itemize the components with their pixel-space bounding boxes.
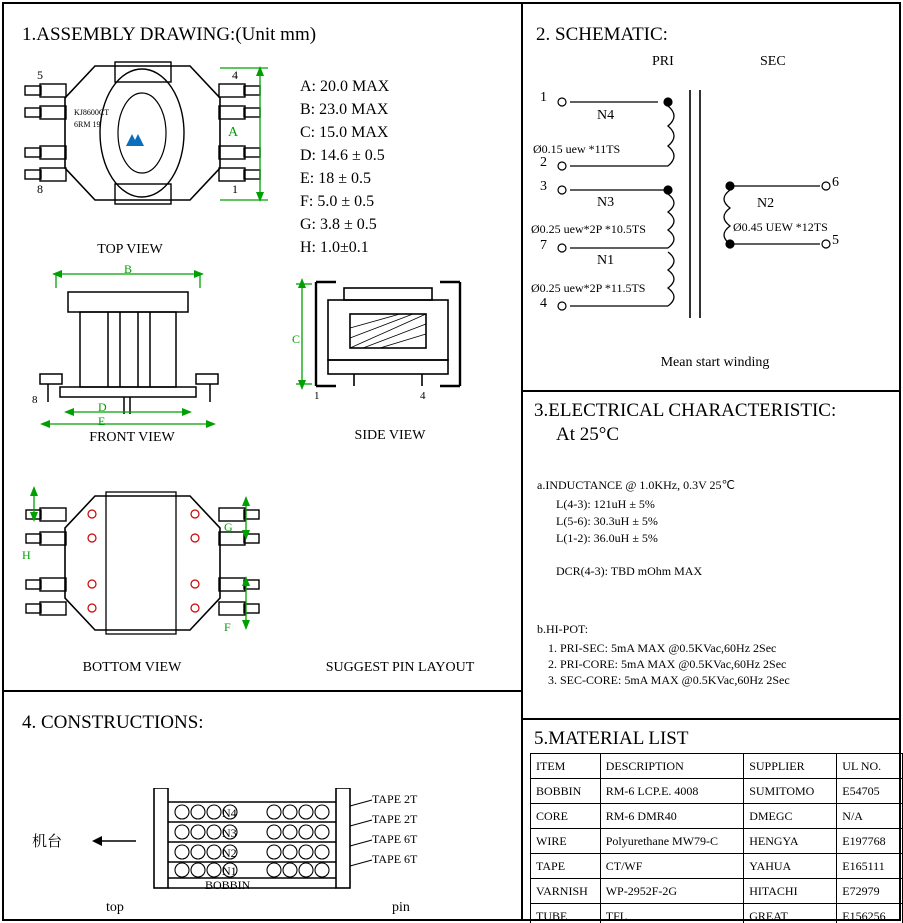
layer-n2-label: N2: [222, 846, 237, 860]
schematic-pin-7: 7: [540, 238, 547, 253]
header-description: DESCRIPTION: [600, 754, 743, 779]
tape-label-4: TAPE 6T: [372, 852, 418, 866]
cell-ulno: E156256: [837, 904, 903, 923]
cell-description: RM-6 DMR40: [600, 804, 743, 829]
schematic-title: 2. SCHEMATIC:: [536, 24, 668, 45]
cell-ulno: E54705: [837, 779, 903, 804]
winding-n1-name: N1: [597, 253, 615, 268]
hipot-pri-sec: 1. PRI-SEC: 5mA MAX @0.5KVac,60Hz 2Sec: [548, 641, 777, 655]
top-pin-1: 1: [232, 182, 238, 196]
cell-description: RM-6 LCP.E. 4008: [600, 779, 743, 804]
inductance-list: [556, 496, 658, 547]
sec-label: SEC: [760, 54, 786, 69]
dim-f-label: F: [224, 620, 231, 634]
cell-item: TAPE: [531, 854, 601, 879]
pin-label: pin: [392, 900, 410, 915]
table-row: [531, 879, 903, 904]
dim-e-label: E: [98, 414, 106, 428]
schematic-pin-6: 6: [832, 175, 839, 190]
dim-b-label: B: [124, 262, 133, 276]
hipot-sec-core: 3. SEC-CORE: 5mA MAX @0.5KVac,60Hz 2Sec: [548, 673, 790, 687]
cell-supplier: DMEGC: [744, 804, 837, 829]
side-pin-4: 4: [420, 390, 426, 402]
electrical-title: 3.ELECTRICAL CHARACTERISTIC:: [534, 400, 837, 421]
inductance-56: L(5-6): 30.3uH ± 5%: [556, 514, 658, 528]
electrical-subtitle: At 25°C: [556, 424, 620, 445]
tape-label-1: TAPE 2T: [372, 792, 418, 806]
cell-description: WP-2952F-2G: [600, 879, 743, 904]
schematic-pin-3: 3: [540, 179, 547, 194]
top-pin-5: 5: [37, 68, 43, 82]
cell-ulno: N/A: [837, 804, 903, 829]
part-marking-line1: KJ8600CT: [74, 108, 110, 117]
cell-item: BOBBIN: [531, 779, 601, 804]
dim-g-label: G: [224, 520, 233, 534]
hipot-list: [548, 640, 790, 688]
cell-description: TFL: [600, 904, 743, 923]
side-pin-1: 1: [314, 390, 320, 402]
cell-ulno: E72979: [837, 879, 903, 904]
side-view-drawing: [288, 258, 488, 428]
top-view-drawing: [20, 48, 280, 238]
construction-bobbin-drawing: [140, 788, 380, 900]
table-row: [531, 779, 903, 804]
bottom-view-dimensions-g-f: [230, 490, 262, 650]
dimension-b: B: 23.0 MAX: [300, 101, 389, 118]
cell-supplier: YAHUA: [744, 854, 837, 879]
schematic-drawing: [530, 80, 896, 340]
vertical-divider: [521, 2, 523, 921]
winding-n4-name: N4: [597, 108, 615, 123]
table-row: [531, 854, 903, 879]
brand-logo-icon: [124, 130, 146, 150]
winding-n1-spec: Ø0.25 uew*2P *11.5TS: [531, 281, 646, 295]
cell-ulno: E197768: [837, 829, 903, 854]
cell-item: WIRE: [531, 829, 601, 854]
dimension-h: H: 1.0±0.1: [300, 239, 369, 256]
pri-label: PRI: [652, 54, 674, 69]
dimension-list: [300, 75, 389, 259]
top-pin-8: 8: [37, 182, 43, 196]
dimension-d: D: 14.6 ± 0.5: [300, 147, 385, 164]
material-table: [530, 753, 903, 923]
assembly-title: 1.ASSEMBLY DRAWING:(Unit mm): [22, 24, 317, 45]
left-horizontal-divider: [2, 690, 523, 692]
cell-description: CT/WF: [600, 854, 743, 879]
table-row: [531, 804, 903, 829]
dimension-c: C: 15.0 MAX: [300, 124, 389, 141]
dim-c-label: C: [292, 332, 301, 346]
layer-n3-label: N3: [222, 826, 237, 840]
table-row: [531, 904, 903, 923]
dimension-e: E: 18 ± 0.5: [300, 170, 371, 187]
cell-supplier: HITACHI: [744, 879, 837, 904]
right-divider-2: [521, 718, 901, 720]
constructions-title: 4. CONSTRUCTIONS:: [22, 712, 204, 733]
top-pin-4: 4: [232, 68, 238, 82]
tape-label-3: TAPE 6T: [372, 832, 418, 846]
right-divider-1: [521, 390, 901, 392]
dim-a-label: A: [228, 125, 239, 140]
layer-n1-label: N1: [222, 864, 237, 878]
cell-item: CORE: [531, 804, 601, 829]
front-view-label: FRONT VIEW: [89, 430, 175, 445]
winding-n3-spec: Ø0.25 uew*2P *10.5TS: [531, 222, 646, 236]
hipot-pri-core: 2. PRI-CORE: 5mA MAX @0.5KVac,60Hz 2Sec: [548, 657, 787, 671]
pin-layout-label: SUGGEST PIN LAYOUT: [325, 660, 475, 675]
cell-description: Polyurethane MW79-C: [600, 829, 743, 854]
front-pin-8: 8: [32, 394, 38, 406]
bottom-view-label: BOTTOM VIEW: [82, 660, 182, 675]
layer-n4-label: N4: [222, 806, 237, 820]
inductance-header: a.INDUCTANCE @ 1.0KHz, 0.3V 25℃: [537, 478, 735, 492]
tape-label-2: TAPE 2T: [372, 812, 418, 826]
schematic-pin-1: 1: [540, 90, 547, 105]
winding-n4-spec: Ø0.15 uew *11TS: [533, 142, 621, 156]
top-label: top: [106, 900, 124, 915]
winding-n2-spec: Ø0.45 UEW *12TS: [733, 220, 828, 234]
bobbin-label: BOBBIN: [205, 878, 251, 892]
front-view-drawing: [20, 262, 260, 432]
cell-item: TUBE: [531, 904, 601, 923]
dimension-a: A: 20.0 MAX: [300, 78, 390, 95]
schematic-pin-5: 5: [832, 233, 839, 248]
part-marking-line2: 6RM 19: [74, 120, 101, 129]
hipot-header: b.HI-POT:: [537, 622, 589, 636]
cell-supplier: SUMITOMO: [744, 779, 837, 804]
schematic-note: Mean start winding: [660, 355, 770, 370]
dimension-f: F: 5.0 ± 0.5: [300, 193, 375, 210]
dim-d-label: D: [98, 400, 107, 414]
table-header-row: [531, 754, 903, 779]
winding-n2-name: N2: [757, 196, 775, 211]
top-view-label: TOP VIEW: [97, 242, 163, 257]
inductance-12: L(1-2): 36.0uH ± 5%: [556, 531, 658, 545]
arrow-left-icon: [90, 832, 138, 850]
cell-supplier: GREAT: [744, 904, 837, 923]
header-supplier: SUPPLIER: [744, 754, 837, 779]
header-ulno: UL NO.: [837, 754, 903, 779]
cell-supplier: HENGYA: [744, 829, 837, 854]
cell-item: VARNISH: [531, 879, 601, 904]
schematic-pin-4: 4: [540, 296, 547, 311]
header-item: ITEM: [531, 754, 601, 779]
dimension-g: G: 3.8 ± 0.5: [300, 216, 377, 233]
machine-label: 机台: [32, 832, 63, 850]
side-view-label: SIDE VIEW: [354, 428, 426, 443]
schematic-pin-2: 2: [540, 155, 547, 170]
dcr-spec: DCR(4-3): TBD mOhm MAX: [556, 564, 703, 578]
dim-h-label: H: [22, 548, 31, 562]
inductance-43: L(4-3): 121uH ± 5%: [556, 497, 655, 511]
winding-n3-name: N3: [597, 195, 615, 210]
table-row: [531, 829, 903, 854]
cell-ulno: E165111: [837, 854, 903, 879]
material-title: 5.MATERIAL LIST: [534, 728, 689, 749]
